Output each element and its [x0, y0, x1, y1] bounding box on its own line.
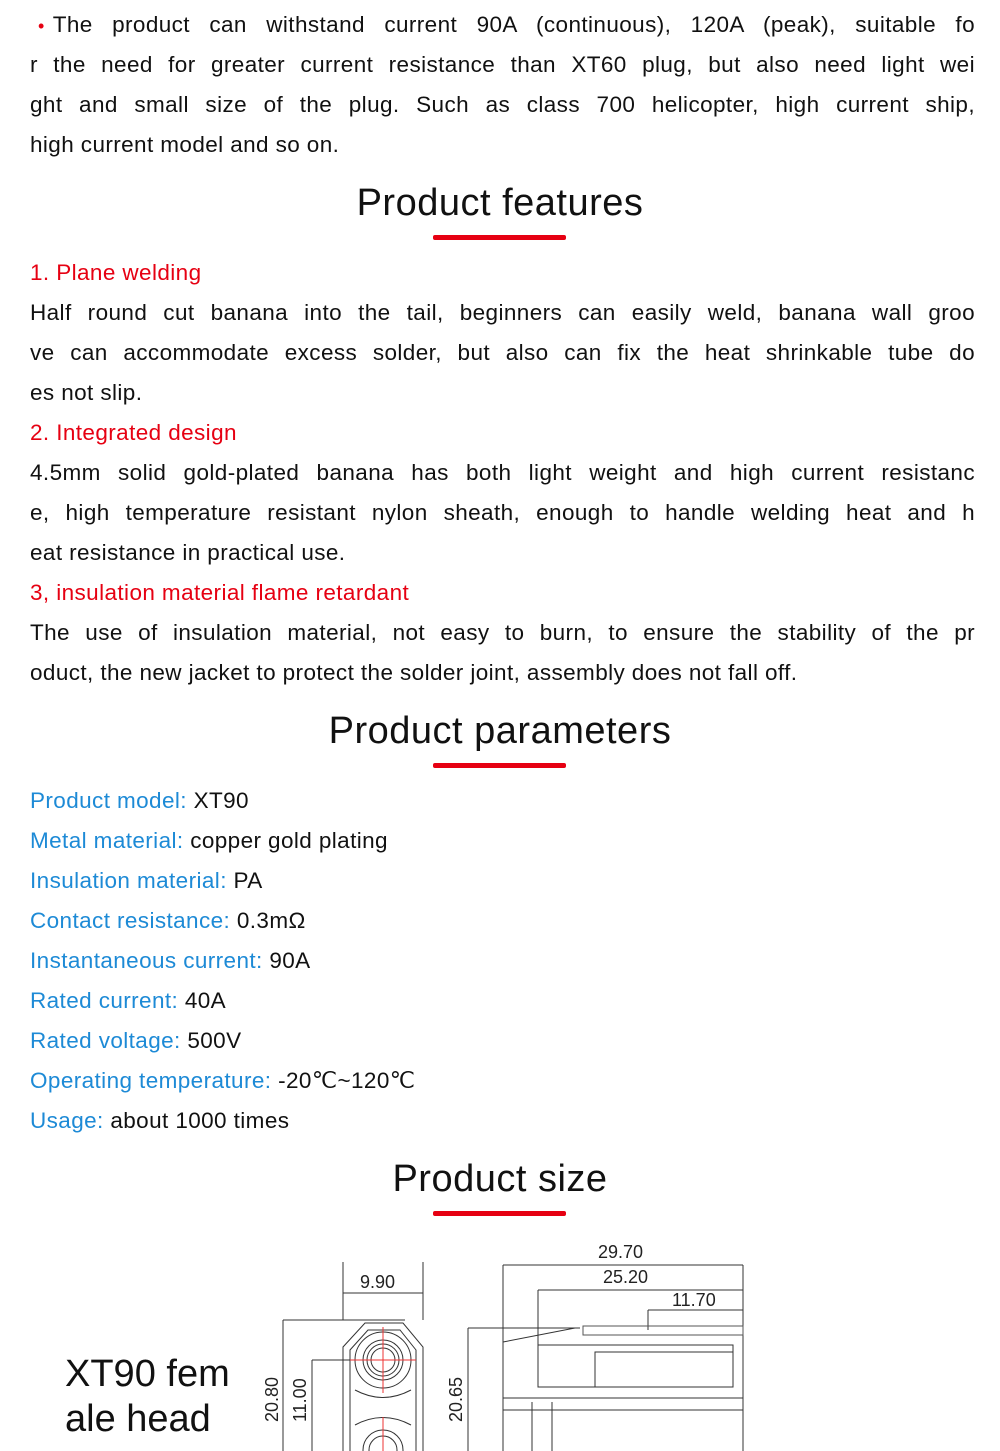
parameter-value: XT90 — [193, 788, 249, 813]
parameter-label: Instantaneous current: — [30, 948, 263, 973]
title-underline — [433, 235, 566, 240]
parameter-value: PA — [233, 868, 263, 893]
parameter-row — [30, 821, 975, 861]
dimension-drawing — [250, 1230, 770, 1451]
intro-text: The product can withstand current 90A (continuous), 120A (peak), suitable fo — [52, 12, 975, 37]
dim-body-length: 25.20 — [603, 1267, 649, 1287]
intro-line — [30, 5, 975, 46]
section-title-parameters: Product parameters — [328, 710, 672, 752]
feature-heading: 3, insulation material flame retardant — [30, 580, 410, 605]
parameter-value: 0.3mΩ — [236, 908, 306, 933]
size-caption: XT90 fem — [65, 1353, 230, 1395]
parameter-row — [30, 1061, 975, 1101]
parameter-label: Usage: — [30, 1108, 104, 1133]
parameter-value: about 1000 times — [110, 1108, 290, 1133]
section-title-size: Product size — [392, 1158, 608, 1200]
title-underline — [433, 1211, 566, 1216]
parameter-label: Insulation material: — [30, 868, 227, 893]
parameter-row — [30, 781, 975, 821]
feature-line: e, high temperature resistant nylon sheath, enough to handle welding heat and h — [30, 500, 975, 525]
dim-pitch: 11.00 — [290, 1378, 310, 1422]
parameter-row — [30, 901, 975, 941]
feature-line: oduct, the new jacket to protect the solder joint, assembly does not fall off. — [30, 660, 798, 685]
bullet-icon: • — [38, 16, 45, 36]
feature-line: eat resistance in practical use. — [30, 540, 346, 565]
parameter-row — [30, 861, 975, 901]
feature-heading: 1. Plane welding — [30, 260, 202, 285]
parameter-row — [30, 1021, 975, 1061]
section-title-features: Product features — [356, 182, 644, 224]
intro-line: r the need for greater current resistance than XT60 plug, but also need light wei — [30, 52, 975, 77]
parameter-label: Operating temperature: — [30, 1068, 272, 1093]
dim-sleeve-length: 11.70 — [672, 1290, 716, 1310]
feature-heading: 2. Integrated design — [30, 420, 237, 445]
dim-length-height: 20.65 — [446, 1376, 466, 1422]
parameter-row — [30, 1101, 975, 1141]
title-underline — [433, 763, 566, 768]
feature-line: ve can accommodate excess solder, but also can fix the heat shrinkable tube do — [30, 340, 975, 365]
parameter-label: Rated voltage: — [30, 1028, 181, 1053]
size-caption: ale head — [65, 1398, 211, 1440]
parameter-value: 40A — [184, 988, 227, 1013]
feature-line: The use of insulation material, not easy to burn, to ensure the stability of the pr — [30, 620, 975, 645]
parameter-label: Contact resistance: — [30, 908, 231, 933]
parameter-row — [30, 981, 975, 1021]
parameter-value: copper gold plating — [190, 828, 388, 853]
parameter-value: -20℃~120℃ — [278, 1068, 416, 1093]
parameter-value: 90A — [269, 948, 311, 973]
feature-line: 4.5mm solid gold-plated banana has both light weight and high current resistanc — [30, 460, 975, 485]
feature-line: es not slip. — [30, 380, 143, 405]
feature-line: Half round cut banana into the tail, beginners can easily weld, banana wall groo — [30, 300, 975, 325]
parameter-row — [30, 941, 975, 981]
dim-total-length: 29.70 — [598, 1242, 644, 1262]
dim-height: 20.80 — [262, 1376, 282, 1422]
parameter-label: Rated current: — [30, 988, 179, 1013]
parameter-value: 500V — [187, 1028, 242, 1053]
intro-line: ght and small size of the plug. Such as class 700 helicopter, high current ship, — [30, 92, 975, 117]
parameter-label: Metal material: — [30, 828, 184, 853]
parameter-label: Product model: — [30, 788, 187, 813]
intro-line: high current model and so on. — [30, 132, 340, 157]
dim-width: 9.90 — [360, 1272, 396, 1292]
